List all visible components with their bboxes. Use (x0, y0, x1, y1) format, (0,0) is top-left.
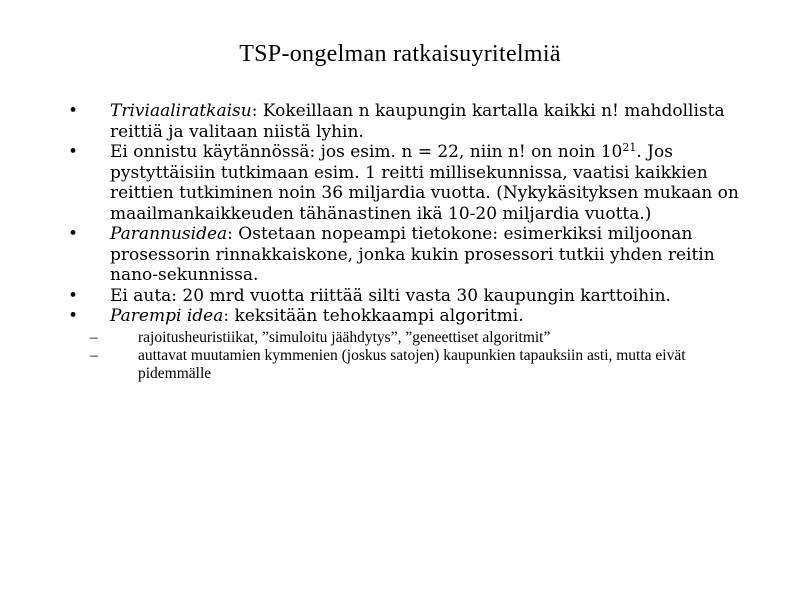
bullet-superscript: 21 (622, 141, 637, 154)
bullet-dot-icon: • (68, 285, 79, 306)
sub-bullet-item (90, 347, 758, 383)
bullet-text: Ei auta: 20 mrd vuotta riittää silti vasta 30 kaupungin karttoihin. (110, 285, 671, 306)
bullet-dot-icon: • (68, 224, 79, 244)
bullet-emphasis: Triviaaliratkaisu (110, 101, 252, 121)
bullet-dot-icon: • (68, 142, 79, 162)
dash-icon: – (90, 328, 98, 346)
bullet-item (68, 224, 758, 286)
bullet-emphasis: Parempi idea (110, 306, 224, 326)
dash-icon: – (90, 346, 98, 364)
bullet-item (68, 101, 758, 142)
bullet-item (68, 286, 758, 307)
bullet-item (68, 142, 758, 224)
bullet-list (68, 101, 758, 383)
bullet-text: : keksitään tehokkaampi algoritmi. (223, 306, 524, 326)
sub-bullet-list (90, 328, 758, 383)
sub-bullet-text: rajoitusheuristiikat, ”simuloitu jäähdytys”, ”geneettiset algoritmit” (138, 328, 551, 346)
bullet-text: Ei onnistu käytännössä: jos esim. n = 22, niin n! on noin 10 (110, 142, 623, 162)
bullet-text: : Kokeillaan n kaupungin kartalla kaikki n! mahdollista reittiä ja valitaan niistä lyhin. (110, 101, 725, 142)
bullet-text: . Jos pystyttäisiin tutkimaan esim. 1 reitti millisekunnissa, vaatisi kaikkien reittien tutkiminen noin 36 miljardia vuotta. (Nykykäsityksen mukaan on maailmankaikkeuden tähänastinen ikä 10-20 miljardia vuotta.) (110, 142, 739, 224)
bullet-emphasis: Parannusidea (110, 224, 228, 244)
bullet-dot-icon: • (68, 306, 79, 326)
bullet-text: : Ostetaan nopeampi tietokone: esimerkiksi miljoonan prosessorin rinnakkaiskone, jonka kukin prosessori tutkii yhden reitin nano-sekunnissa. (110, 224, 715, 285)
sub-bullet-text: auttavat muutamien kymmenien (joskus satojen) kaupunkien tapauksiin asti, mutta eivät pidemmälle (138, 346, 686, 382)
bullet-item (68, 306, 758, 383)
bullet-dot-icon: • (68, 101, 79, 121)
sub-bullet-item (90, 329, 758, 347)
slide-title: TSP-ongelman ratkaisuyritelmiä (239, 41, 561, 67)
